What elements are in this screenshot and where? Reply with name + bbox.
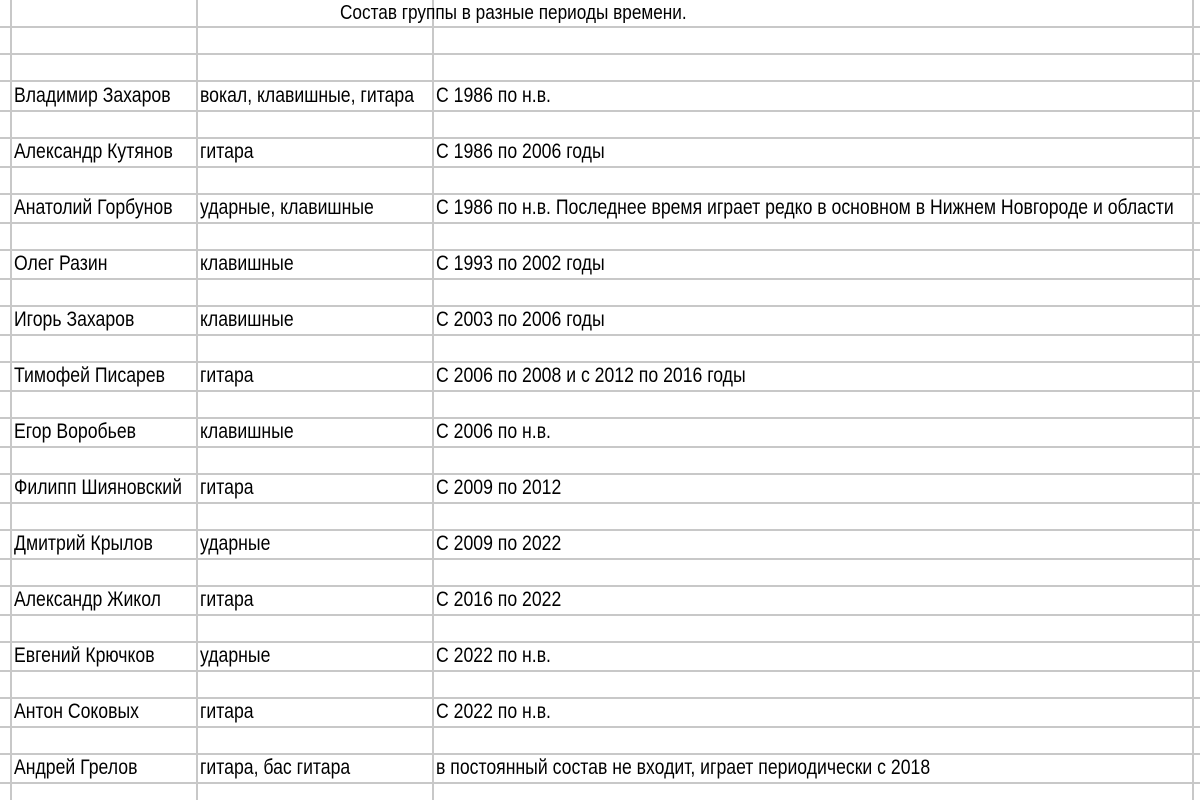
- column-divider: [1192, 0, 1194, 800]
- cell-member-name[interactable]: Филипп Шияновский: [14, 476, 182, 499]
- row-divider: [0, 726, 1200, 728]
- cell-member-period[interactable]: С 2009 по 2022: [436, 532, 562, 555]
- cell-member-period[interactable]: С 2022 по н.в.: [436, 644, 551, 667]
- cell-member-role[interactable]: гитара: [200, 476, 254, 499]
- cell-member-period[interactable]: С 1986 по н.в.: [436, 84, 551, 107]
- row-divider: [0, 110, 1200, 112]
- sheet-title[interactable]: Состав группы в разные периоды времени.: [340, 2, 687, 24]
- cell-member-name[interactable]: Евгений Крючков: [14, 644, 155, 667]
- row-divider: [0, 53, 1200, 55]
- cell-member-role[interactable]: клавишные: [200, 308, 294, 331]
- row-divider: [0, 697, 1200, 699]
- row-divider: [0, 585, 1200, 587]
- row-divider: [0, 222, 1200, 224]
- cell-member-role[interactable]: гитара: [200, 588, 254, 611]
- cell-member-name[interactable]: Дмитрий Крылов: [14, 532, 153, 555]
- column-divider: [196, 0, 198, 800]
- cell-member-name[interactable]: Антон Соковых: [14, 700, 139, 723]
- row-divider: [0, 334, 1200, 336]
- cell-member-period[interactable]: С 1986 по н.в. Последнее время играет редко в основном в Нижнем Новгороде и области: [436, 196, 1174, 219]
- cell-member-role[interactable]: ударные: [200, 532, 271, 555]
- cell-member-role[interactable]: гитара: [200, 140, 254, 163]
- row-divider: [0, 417, 1200, 419]
- cell-member-role[interactable]: клавишные: [200, 420, 294, 443]
- cell-member-period[interactable]: С 1986 по 2006 годы: [436, 140, 605, 163]
- cell-member-period[interactable]: С 2006 по 2008 и с 2012 по 2016 годы: [436, 364, 746, 387]
- row-divider: [0, 614, 1200, 616]
- cell-member-name[interactable]: Владимир Захаров: [14, 84, 171, 107]
- cell-member-name[interactable]: Тимофей Писарев: [14, 364, 166, 387]
- cell-member-period[interactable]: С 2016 по 2022: [436, 588, 562, 611]
- cell-member-name[interactable]: Александр Кутянов: [14, 140, 173, 163]
- cell-member-role[interactable]: гитара: [200, 700, 254, 723]
- cell-member-name[interactable]: Егор Воробьев: [14, 420, 137, 443]
- cell-member-name[interactable]: Олег Разин: [14, 252, 108, 275]
- cell-member-role[interactable]: гитара, бас гитара: [200, 756, 351, 779]
- cell-member-role[interactable]: ударные: [200, 644, 271, 667]
- row-divider: [0, 670, 1200, 672]
- cell-member-role[interactable]: гитара: [200, 364, 254, 387]
- row-divider: [0, 80, 1200, 82]
- row-divider: [0, 390, 1200, 392]
- cell-member-role[interactable]: клавишные: [200, 252, 294, 275]
- row-divider: [0, 529, 1200, 531]
- row-divider: [0, 641, 1200, 643]
- cell-member-period[interactable]: С 1993 по 2002 годы: [436, 252, 605, 275]
- cell-member-name[interactable]: Игорь Захаров: [14, 308, 135, 331]
- cell-member-name[interactable]: Александр Жикол: [14, 588, 161, 611]
- cell-member-period[interactable]: в постоянный состав не входит, играет периодически с 2018: [436, 756, 931, 779]
- row-divider: [0, 26, 1200, 28]
- row-divider: [0, 782, 1200, 784]
- row-divider: [0, 502, 1200, 504]
- column-divider: [432, 0, 434, 800]
- row-divider: [0, 446, 1200, 448]
- cell-member-period[interactable]: С 2006 по н.в.: [436, 420, 551, 443]
- cell-member-period[interactable]: С 2009 по 2012: [436, 476, 562, 499]
- cell-member-role[interactable]: ударные, клавишные: [200, 196, 374, 219]
- row-divider: [0, 166, 1200, 168]
- cell-member-name[interactable]: Андрей Грелов: [14, 756, 138, 779]
- cell-member-role[interactable]: вокал, клавишные, гитара: [200, 84, 415, 107]
- cell-member-period[interactable]: С 2003 по 2006 годы: [436, 308, 605, 331]
- column-divider: [10, 0, 12, 800]
- cell-member-period[interactable]: С 2022 по н.в.: [436, 700, 551, 723]
- row-divider: [0, 278, 1200, 280]
- cell-member-name[interactable]: Анатолий Горбунов: [14, 196, 173, 219]
- row-divider: [0, 558, 1200, 560]
